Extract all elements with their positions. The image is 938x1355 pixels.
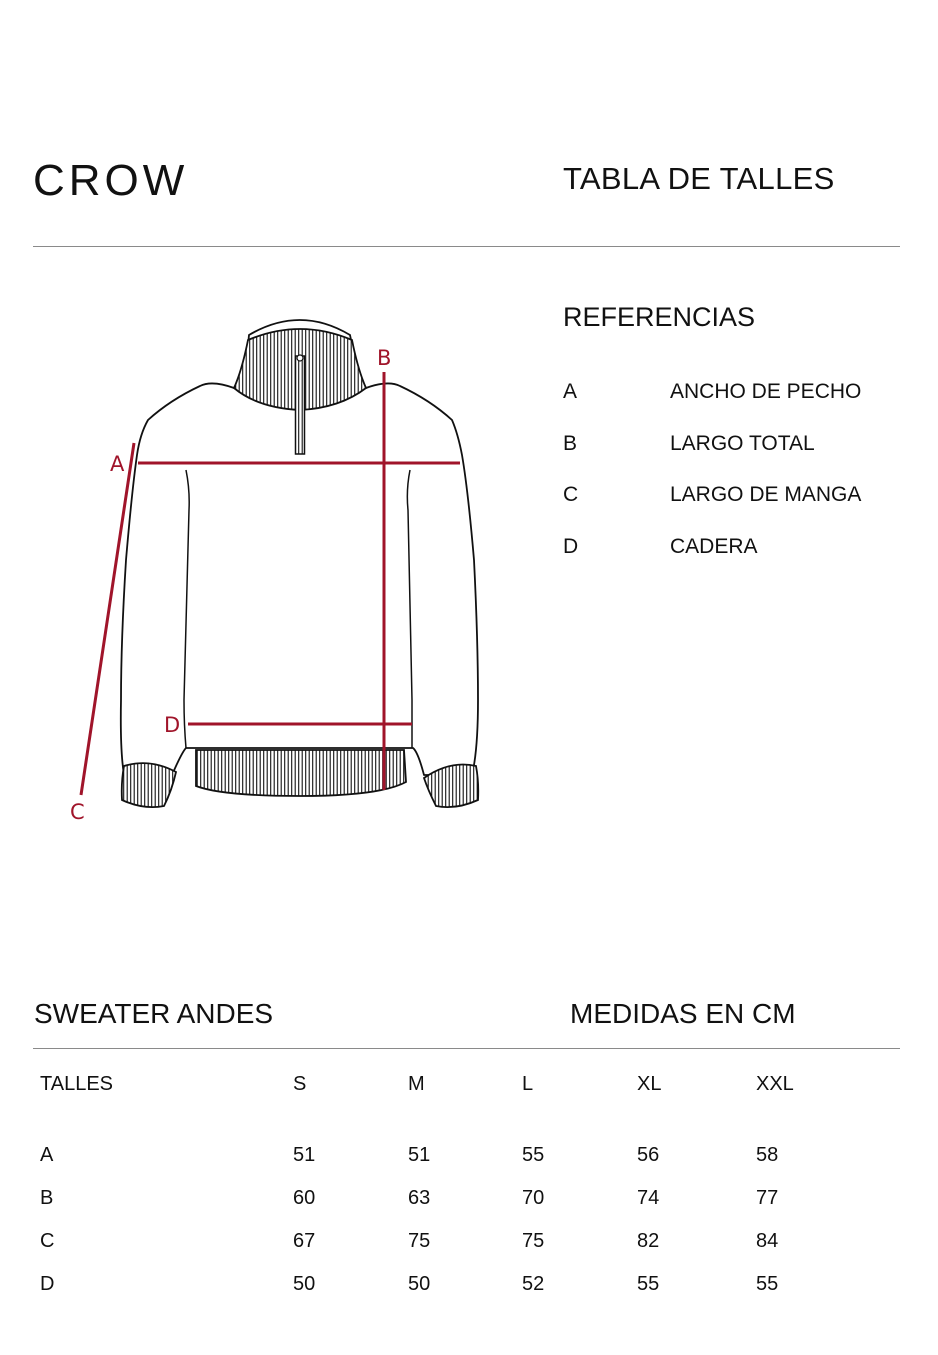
page-title: TABLA DE TALLES	[563, 161, 835, 196]
measure-d-label: D	[164, 713, 181, 737]
table-divider	[33, 1048, 900, 1049]
table-cell: 75	[522, 1230, 545, 1252]
table-cell: 82	[637, 1230, 660, 1252]
reference-row	[563, 380, 883, 404]
table-cell: D	[40, 1273, 55, 1295]
table-cell: 51	[293, 1144, 316, 1166]
top-divider	[33, 246, 900, 247]
table-cell: 50	[293, 1273, 316, 1295]
table-cell: 60	[293, 1187, 316, 1209]
units-label: MEDIDAS EN CM	[570, 998, 796, 1029]
table-row	[0, 1271, 938, 1297]
table-cell: C	[40, 1230, 55, 1252]
reference-label: LARGO TOTAL	[670, 432, 815, 455]
table-cell: A	[40, 1144, 54, 1166]
reference-label: LARGO DE MANGA	[670, 483, 862, 506]
table-row	[0, 1228, 938, 1254]
table-row	[0, 1185, 938, 1211]
table-cell: B	[40, 1187, 54, 1209]
table-cell: 70	[522, 1187, 545, 1209]
table-cell: 51	[408, 1144, 431, 1166]
table-cell: 50	[408, 1273, 431, 1295]
measure-c-label: C	[70, 800, 85, 824]
table-cell: 58	[756, 1144, 779, 1166]
table-cell: 55	[522, 1144, 545, 1166]
table-cell: 75	[408, 1230, 431, 1252]
references-heading: REFERENCIAS	[563, 302, 756, 332]
column-header: XL	[637, 1073, 662, 1095]
column-header: TALLES	[40, 1073, 113, 1095]
column-header: M	[408, 1073, 425, 1095]
reference-row	[563, 483, 883, 507]
table-cell: 56	[637, 1144, 660, 1166]
reference-label: ANCHO DE PECHO	[670, 380, 862, 403]
table-cell: 67	[293, 1230, 316, 1252]
table-cell: 84	[756, 1230, 779, 1252]
table-header-row	[0, 1071, 938, 1097]
column-header: L	[522, 1073, 534, 1095]
table-cell: 55	[756, 1273, 779, 1295]
reference-code: A	[563, 380, 578, 403]
measure-a-label: A	[110, 452, 125, 476]
brand-logo: CROW	[33, 156, 189, 205]
reference-code: D	[563, 535, 579, 558]
left-cuff	[122, 763, 176, 807]
reference-row	[563, 432, 883, 456]
reference-code: B	[563, 432, 578, 455]
table-cell: 74	[637, 1187, 660, 1209]
table-cell: 52	[522, 1273, 545, 1295]
reference-code: C	[563, 483, 579, 506]
reference-label: CADERA	[670, 535, 758, 558]
table-cell: 63	[408, 1187, 431, 1209]
table-row	[0, 1142, 938, 1168]
sweater-diagram-icon	[0, 300, 520, 840]
table-cell: 55	[637, 1273, 660, 1295]
hem-rib	[196, 750, 406, 796]
column-header: S	[293, 1073, 307, 1095]
zipper	[296, 356, 305, 454]
table-cell: 77	[756, 1187, 779, 1209]
measure-b-label: B	[377, 346, 392, 370]
reference-row	[563, 535, 883, 559]
product-name: SWEATER ANDES	[34, 998, 274, 1029]
column-header: XXL	[756, 1073, 794, 1095]
